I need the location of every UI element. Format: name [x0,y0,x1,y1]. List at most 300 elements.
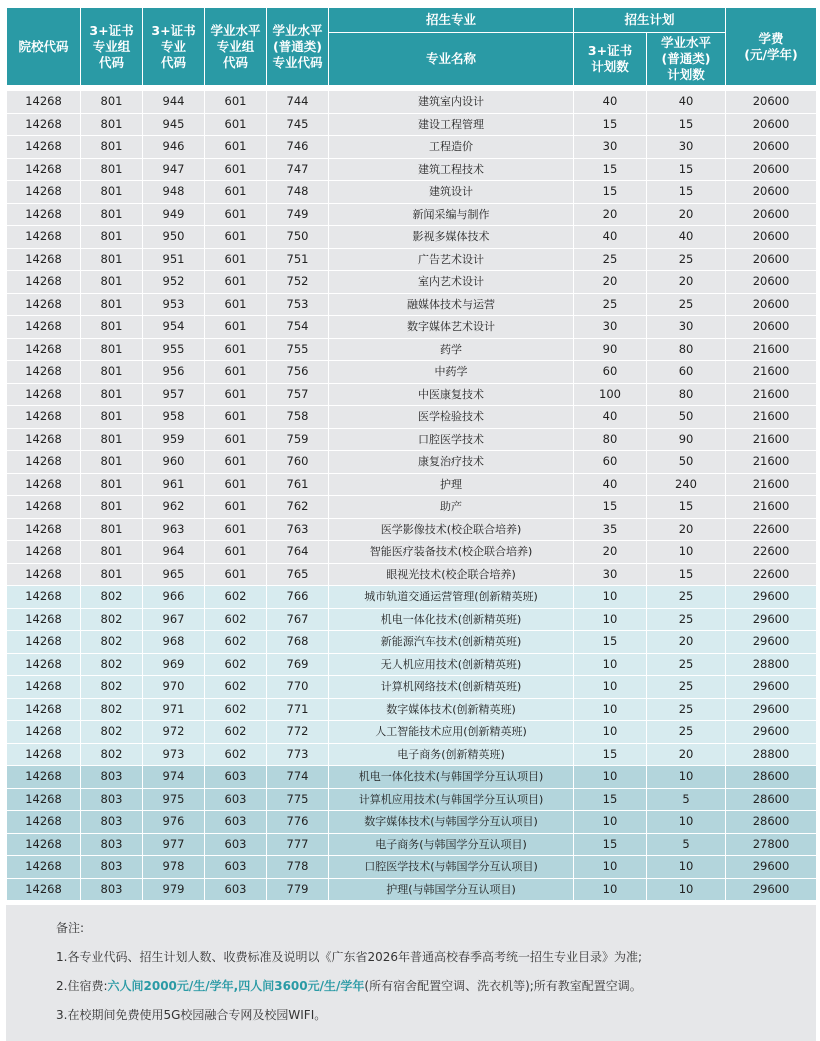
cell-fee: 21600 [726,428,817,451]
notes-box [6,905,816,1041]
col-plan-xy: 学业水平 (普通类) 计划数 [647,33,726,86]
cell-group-code-xy: 601 [205,473,267,496]
group-header-plan: 招生计划 [574,8,726,33]
cell-major-name: 电子商务(创新精英班) [329,743,574,766]
cell-school-code: 14268 [7,316,81,339]
cell-major-code-xy: 755 [267,338,329,361]
cell-major-code-xy: 776 [267,811,329,834]
cell-school-code: 14268 [7,361,81,384]
cell-plan-xy: 30 [647,136,726,159]
table-row [7,383,817,406]
cell-major-code-3plus: 968 [143,631,205,654]
cell-group-code-xy: 601 [205,496,267,519]
cell-group-code-3plus: 801 [81,136,143,159]
cell-plan-xy: 5 [647,833,726,856]
cell-school-code: 14268 [7,406,81,429]
cell-major-code-xy: 773 [267,743,329,766]
cell-group-code-xy: 603 [205,766,267,789]
cell-major-code-3plus: 961 [143,473,205,496]
note-1: 1.各专业代码、招生计划人数、收费标准及说明以《广东省2026年普通高校春季高考统一招生专业目录》为准; [56,950,643,964]
cell-group-code-xy: 603 [205,833,267,856]
col-plan-3plus: 3+证书 计划数 [574,33,647,86]
enrollment-table [6,7,817,901]
cell-group-code-3plus: 802 [81,653,143,676]
cell-school-code: 14268 [7,788,81,811]
cell-major-code-xy: 750 [267,226,329,249]
table-row [7,428,817,451]
cell-plan-xy: 5 [647,788,726,811]
cell-fee: 20600 [726,136,817,159]
table-row [7,271,817,294]
cell-major-code-3plus: 945 [143,113,205,136]
cell-major-code-xy: 766 [267,586,329,609]
cell-group-code-xy: 601 [205,361,267,384]
table-row [7,856,817,879]
cell-group-code-xy: 601 [205,518,267,541]
cell-major-code-xy: 759 [267,428,329,451]
cell-plan-xy: 15 [647,158,726,181]
cell-group-code-3plus: 802 [81,743,143,766]
cell-school-code: 14268 [7,91,81,114]
cell-plan-3plus: 10 [574,811,647,834]
table-row [7,743,817,766]
cell-major-name: 口腔医学技术(与韩国学分互认项目) [329,856,574,879]
cell-major-code-3plus: 964 [143,541,205,564]
cell-group-code-xy: 601 [205,293,267,316]
cell-major-name: 建筑工程技术 [329,158,574,181]
cell-major-code-3plus: 956 [143,361,205,384]
cell-major-code-xy: 767 [267,608,329,631]
cell-major-name: 无人机应用技术(创新精英班) [329,653,574,676]
cell-major-code-xy: 748 [267,181,329,204]
table-row [7,136,817,159]
cell-major-name: 电子商务(与韩国学分互认项目) [329,833,574,856]
cell-plan-3plus: 40 [574,406,647,429]
cell-plan-xy: 15 [647,181,726,204]
col-major-name: 专业名称 [329,33,574,86]
cell-major-code-xy: 762 [267,496,329,519]
cell-fee: 20600 [726,181,817,204]
cell-plan-xy: 90 [647,428,726,451]
cell-plan-xy: 10 [647,811,726,834]
cell-group-code-xy: 603 [205,788,267,811]
cell-major-name: 建筑室内设计 [329,91,574,114]
cell-group-code-xy: 602 [205,586,267,609]
table-row [7,653,817,676]
cell-group-code-3plus: 801 [81,383,143,406]
cell-plan-3plus: 40 [574,91,647,114]
cell-major-name: 建设工程管理 [329,113,574,136]
table-row [7,698,817,721]
cell-fee: 20600 [726,91,817,114]
cell-major-code-3plus: 962 [143,496,205,519]
cell-major-name: 数字媒体技术(与韩国学分互认项目) [329,811,574,834]
table-row [7,181,817,204]
cell-group-code-xy: 601 [205,158,267,181]
cell-group-code-3plus: 801 [81,518,143,541]
cell-plan-3plus: 10 [574,653,647,676]
cell-group-code-xy: 601 [205,271,267,294]
cell-major-name: 建筑设计 [329,181,574,204]
cell-major-code-3plus: 947 [143,158,205,181]
table-header [7,8,817,86]
cell-plan-xy: 25 [647,721,726,744]
table-row [7,91,817,114]
cell-plan-3plus: 15 [574,631,647,654]
cell-plan-3plus: 30 [574,316,647,339]
cell-group-code-xy: 601 [205,248,267,271]
cell-major-code-3plus: 957 [143,383,205,406]
cell-group-code-3plus: 803 [81,788,143,811]
cell-plan-xy: 20 [647,203,726,226]
cell-plan-xy: 40 [647,226,726,249]
col-major-code-xy: 学业水平 (普通类) 专业代码 [267,8,329,86]
cell-major-name: 计算机应用技术(与韩国学分互认项目) [329,788,574,811]
cell-school-code: 14268 [7,653,81,676]
cell-major-code-3plus: 960 [143,451,205,474]
table-row [7,496,817,519]
cell-major-name: 影视多媒体技术 [329,226,574,249]
cell-group-code-xy: 601 [205,226,267,249]
cell-major-name: 机电一体化技术(与韩国学分互认项目) [329,766,574,789]
cell-major-name: 新闻采编与制作 [329,203,574,226]
cell-school-code: 14268 [7,541,81,564]
cell-fee: 21600 [726,496,817,519]
cell-fee: 29600 [726,676,817,699]
cell-major-name: 数字媒体技术(创新精英班) [329,698,574,721]
cell-group-code-xy: 603 [205,856,267,879]
cell-group-code-3plus: 801 [81,181,143,204]
cell-group-code-xy: 601 [205,428,267,451]
cell-plan-3plus: 30 [574,136,647,159]
cell-plan-xy: 10 [647,856,726,879]
cell-major-code-xy: 769 [267,653,329,676]
cell-major-code-xy: 749 [267,203,329,226]
cell-group-code-3plus: 801 [81,496,143,519]
cell-school-code: 14268 [7,338,81,361]
cell-plan-3plus: 15 [574,496,647,519]
cell-major-name: 助产 [329,496,574,519]
cell-fee: 28800 [726,653,817,676]
cell-plan-xy: 25 [647,586,726,609]
cell-major-code-xy: 760 [267,451,329,474]
cell-major-code-3plus: 977 [143,833,205,856]
cell-group-code-3plus: 802 [81,721,143,744]
cell-group-code-3plus: 801 [81,451,143,474]
group-header-major: 招生专业 [329,8,574,33]
cell-major-code-3plus: 950 [143,226,205,249]
cell-school-code: 14268 [7,698,81,721]
cell-group-code-xy: 601 [205,181,267,204]
cell-plan-3plus: 80 [574,428,647,451]
cell-fee: 20600 [726,203,817,226]
cell-plan-3plus: 20 [574,203,647,226]
cell-school-code: 14268 [7,878,81,901]
cell-group-code-3plus: 801 [81,361,143,384]
cell-major-code-xy: 753 [267,293,329,316]
table-row [7,721,817,744]
cell-plan-3plus: 40 [574,226,647,249]
cell-fee: 21600 [726,338,817,361]
cell-group-code-xy: 602 [205,743,267,766]
cell-fee: 20600 [726,316,817,339]
cell-major-name: 数字媒体艺术设计 [329,316,574,339]
cell-plan-xy: 50 [647,406,726,429]
cell-school-code: 14268 [7,248,81,271]
cell-school-code: 14268 [7,676,81,699]
cell-major-code-xy: 771 [267,698,329,721]
cell-plan-3plus: 10 [574,586,647,609]
cell-major-name: 工程造价 [329,136,574,159]
cell-plan-3plus: 100 [574,383,647,406]
cell-plan-xy: 25 [647,248,726,271]
cell-group-code-xy: 601 [205,383,267,406]
cell-major-code-3plus: 972 [143,721,205,744]
cell-major-name: 口腔医学技术 [329,428,574,451]
cell-group-code-xy: 601 [205,113,267,136]
cell-school-code: 14268 [7,608,81,631]
cell-major-name: 医学影像技术(校企联合培养) [329,518,574,541]
cell-plan-3plus: 10 [574,608,647,631]
table-row [7,473,817,496]
cell-plan-3plus: 10 [574,878,647,901]
cell-major-name: 眼视光技术(校企联合培养) [329,563,574,586]
cell-fee: 21600 [726,451,817,474]
cell-group-code-3plus: 801 [81,316,143,339]
cell-group-code-3plus: 802 [81,608,143,631]
cell-plan-xy: 240 [647,473,726,496]
page [6,7,816,1041]
cell-plan-xy: 10 [647,766,726,789]
cell-fee: 20600 [726,271,817,294]
cell-major-code-3plus: 948 [143,181,205,204]
cell-fee: 29600 [726,698,817,721]
cell-major-name: 智能医疗装备技术(校企联合培养) [329,541,574,564]
table-row [7,766,817,789]
cell-school-code: 14268 [7,293,81,316]
cell-plan-3plus: 15 [574,788,647,811]
cell-fee: 29600 [726,878,817,901]
table-row [7,248,817,271]
cell-school-code: 14268 [7,136,81,159]
cell-school-code: 14268 [7,496,81,519]
cell-group-code-3plus: 803 [81,878,143,901]
cell-major-code-xy: 774 [267,766,329,789]
cell-group-code-xy: 602 [205,721,267,744]
cell-plan-xy: 20 [647,518,726,541]
cell-group-code-xy: 601 [205,451,267,474]
cell-group-code-3plus: 801 [81,203,143,226]
cell-major-code-3plus: 967 [143,608,205,631]
cell-plan-3plus: 10 [574,856,647,879]
cell-major-name: 护理(与韩国学分互认项目) [329,878,574,901]
cell-group-code-xy: 602 [205,676,267,699]
cell-major-name: 广告艺术设计 [329,248,574,271]
cell-major-name: 康复治疗技术 [329,451,574,474]
cell-major-code-3plus: 976 [143,811,205,834]
cell-school-code: 14268 [7,158,81,181]
cell-group-code-3plus: 801 [81,338,143,361]
cell-plan-3plus: 20 [574,541,647,564]
cell-group-code-3plus: 801 [81,428,143,451]
cell-major-code-xy: 764 [267,541,329,564]
cell-major-name: 机电一体化技术(创新精英班) [329,608,574,631]
cell-group-code-xy: 601 [205,203,267,226]
cell-major-code-3plus: 954 [143,316,205,339]
cell-plan-3plus: 60 [574,361,647,384]
note-2: 2.住宿费:六人间2000元/生/学年,四人间3600元/生/学年(所有宿舍配置空调、洗衣机等);所有教室配置空调。 [56,979,642,993]
cell-group-code-3plus: 802 [81,631,143,654]
table-row [7,631,817,654]
cell-fee: 22600 [726,541,817,564]
cell-fee: 20600 [726,226,817,249]
cell-school-code: 14268 [7,226,81,249]
cell-plan-3plus: 90 [574,338,647,361]
cell-fee: 27800 [726,833,817,856]
cell-major-code-3plus: 973 [143,743,205,766]
cell-school-code: 14268 [7,586,81,609]
cell-group-code-xy: 601 [205,91,267,114]
cell-school-code: 14268 [7,473,81,496]
cell-group-code-3plus: 801 [81,91,143,114]
cell-major-code-3plus: 949 [143,203,205,226]
table-row [7,608,817,631]
table-row [7,518,817,541]
cell-fee: 21600 [726,473,817,496]
cell-major-code-3plus: 955 [143,338,205,361]
cell-group-code-3plus: 801 [81,158,143,181]
cell-major-code-xy: 756 [267,361,329,384]
cell-plan-3plus: 25 [574,248,647,271]
table-row [7,451,817,474]
cell-school-code: 14268 [7,811,81,834]
cell-major-code-xy: 758 [267,406,329,429]
cell-group-code-3plus: 801 [81,541,143,564]
cell-group-code-xy: 602 [205,631,267,654]
cell-plan-3plus: 60 [574,451,647,474]
cell-fee: 29600 [726,856,817,879]
table-row [7,563,817,586]
cell-fee: 28600 [726,766,817,789]
cell-school-code: 14268 [7,721,81,744]
table-row [7,676,817,699]
cell-major-code-3plus: 969 [143,653,205,676]
cell-fee: 28600 [726,811,817,834]
note-3: 3.在校期间免费使用5G校园融合专网及校园WIFI。 [56,1008,327,1022]
cell-school-code: 14268 [7,271,81,294]
cell-school-code: 14268 [7,766,81,789]
cell-plan-xy: 15 [647,563,726,586]
table-row [7,113,817,136]
cell-fee: 20600 [726,293,817,316]
cell-fee: 21600 [726,383,817,406]
cell-group-code-xy: 602 [205,608,267,631]
cell-group-code-xy: 601 [205,563,267,586]
cell-fee: 21600 [726,361,817,384]
col-school-code: 院校代码 [7,8,81,86]
cell-plan-xy: 40 [647,91,726,114]
cell-school-code: 14268 [7,113,81,136]
table-row [7,338,817,361]
cell-plan-xy: 60 [647,361,726,384]
cell-group-code-3plus: 803 [81,833,143,856]
col-group-code-xy: 学业水平 专业组 代码 [205,8,267,86]
cell-group-code-xy: 601 [205,338,267,361]
table-row [7,203,817,226]
cell-group-code-xy: 602 [205,653,267,676]
cell-plan-3plus: 15 [574,113,647,136]
cell-major-code-xy: 770 [267,676,329,699]
cell-major-name: 计算机网络技术(创新精英班) [329,676,574,699]
cell-fee: 29600 [726,586,817,609]
cell-major-code-xy: 757 [267,383,329,406]
cell-plan-xy: 25 [647,698,726,721]
table-row [7,158,817,181]
cell-plan-3plus: 10 [574,721,647,744]
cell-plan-3plus: 25 [574,293,647,316]
table-row [7,361,817,384]
cell-school-code: 14268 [7,631,81,654]
cell-major-code-xy: 751 [267,248,329,271]
cell-major-code-3plus: 958 [143,406,205,429]
cell-group-code-3plus: 801 [81,226,143,249]
cell-group-code-3plus: 802 [81,586,143,609]
cell-plan-xy: 30 [647,316,726,339]
cell-group-code-3plus: 802 [81,676,143,699]
cell-plan-xy: 25 [647,676,726,699]
cell-plan-xy: 20 [647,631,726,654]
cell-school-code: 14268 [7,383,81,406]
cell-major-code-xy: 746 [267,136,329,159]
table-row [7,541,817,564]
cell-group-code-3plus: 802 [81,698,143,721]
cell-major-code-xy: 754 [267,316,329,339]
cell-major-code-3plus: 971 [143,698,205,721]
cell-group-code-3plus: 803 [81,811,143,834]
table-body [7,86,817,901]
cell-major-name: 药学 [329,338,574,361]
cell-plan-xy: 10 [647,878,726,901]
cell-plan-3plus: 10 [574,766,647,789]
cell-fee: 22600 [726,563,817,586]
cell-group-code-xy: 602 [205,698,267,721]
cell-group-code-3plus: 801 [81,406,143,429]
cell-plan-3plus: 15 [574,743,647,766]
cell-plan-xy: 10 [647,541,726,564]
cell-major-code-3plus: 975 [143,788,205,811]
cell-group-code-3plus: 801 [81,563,143,586]
cell-major-code-xy: 768 [267,631,329,654]
cell-major-code-xy: 779 [267,878,329,901]
cell-fee: 22600 [726,518,817,541]
cell-fee: 20600 [726,158,817,181]
cell-major-code-xy: 777 [267,833,329,856]
cell-major-code-3plus: 959 [143,428,205,451]
cell-major-name: 中药学 [329,361,574,384]
cell-major-name: 护理 [329,473,574,496]
cell-school-code: 14268 [7,451,81,474]
cell-major-name: 医学检验技术 [329,406,574,429]
cell-plan-3plus: 15 [574,158,647,181]
cell-major-name: 人工智能技术应用(创新精英班) [329,721,574,744]
cell-plan-3plus: 15 [574,833,647,856]
cell-major-name: 新能源汽车技术(创新精英班) [329,631,574,654]
cell-plan-3plus: 10 [574,698,647,721]
cell-school-code: 14268 [7,856,81,879]
cell-major-code-3plus: 974 [143,766,205,789]
cell-plan-3plus: 35 [574,518,647,541]
cell-major-code-xy: 761 [267,473,329,496]
